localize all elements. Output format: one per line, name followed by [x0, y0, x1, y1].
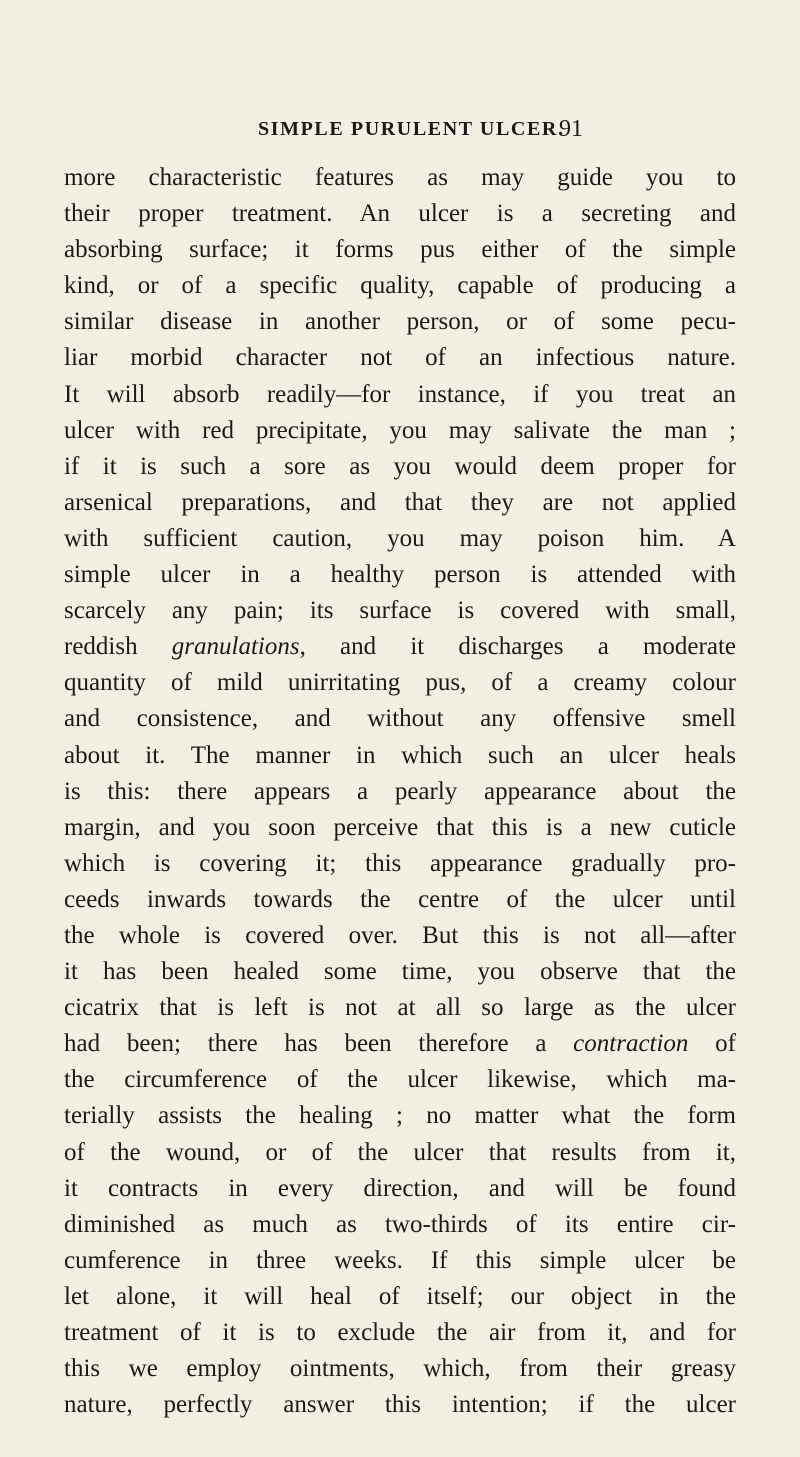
text-line: it has been healed some time, you observe that the [64, 958, 736, 986]
text-line: diminished as much as two-thirds of its entire cir- [64, 1210, 736, 1238]
text-line: which is covering it; this appearance gradually pro- [64, 849, 736, 877]
text-line: with sufficient caution, you may poison him. A [64, 524, 736, 552]
text-line: this we employ ointments, which, from their greasy [64, 1355, 736, 1383]
text-line: is this: there appears a pearly appearance about the [64, 777, 736, 805]
text-line: of the wound, or of the ulcer that results from it, [64, 1138, 736, 1166]
text-line: if it is such a sore as you would deem proper for [64, 452, 736, 480]
italic-term: contraction [573, 1030, 689, 1058]
text-line: had been; there has been therefore a contraction of [64, 1030, 736, 1058]
text-line: similar disease in another person, or of some pecu- [64, 308, 736, 336]
text-line: it contracts in every direction, and will be found [64, 1174, 736, 1202]
text-line: the circumference of the ulcer likewise, which ma- [64, 1066, 736, 1094]
text-line: scarcely any pain; its surface is covered with small, [64, 597, 736, 625]
text-line: about it. The manner in which such an ulcer heals [64, 741, 736, 769]
text-line: nature, perfectly answer this intention; if the ulcer [64, 1391, 736, 1419]
text-line: treatment of it is to exclude the air from it, and for [64, 1319, 736, 1346]
page-number: 91 [559, 116, 583, 142]
italic-term: granulations [171, 633, 300, 661]
text-line: let alone, it will heal of itself; our object in the [64, 1282, 736, 1310]
body-text [64, 160, 736, 1423]
text-line: the whole is covered over. But this is not all—after [64, 921, 736, 949]
text-line: reddish granulations, and it discharges a moderate [64, 633, 736, 661]
text-line: liar morbid character not of an infectious nature. [64, 344, 736, 372]
text-line: It will absorb readily—for instance, if you treat an [64, 380, 736, 408]
running-title: SIMPLE PURULENT ULCER. [258, 118, 565, 140]
text-line: cicatrix that is left is not at all so large as the ulcer [64, 994, 736, 1022]
text-line: ulcer with red precipitate, you may salivate the man ; [64, 416, 736, 444]
text-line: more characteristic features as may guide you to [64, 164, 736, 191]
text-line: terially assists the healing ; no matter what the form [64, 1102, 736, 1130]
text-line: cumference in three weeks. If this simple ulcer be [64, 1246, 736, 1274]
text-line: arsenical preparations, and that they are not applied [64, 488, 736, 516]
text-line: margin, and you soon perceive that this is a new cuticle [64, 813, 736, 841]
text-line: and consistence, and without any offensive smell [64, 705, 736, 733]
text-line: quantity of mild unirritating pus, of a creamy colour [64, 669, 736, 697]
text-line: absorbing surface; it forms pus either of the simple [64, 236, 736, 264]
page-header [0, 116, 800, 146]
text-line: their proper treatment. An ulcer is a secreting and [64, 200, 736, 228]
text-line: kind, or of a specific quality, capable of producing a [64, 272, 736, 300]
text-line: ceeds inwards towards the centre of the ulcer until [64, 885, 736, 913]
text-line: simple ulcer in a healthy person is attended with [64, 561, 736, 589]
